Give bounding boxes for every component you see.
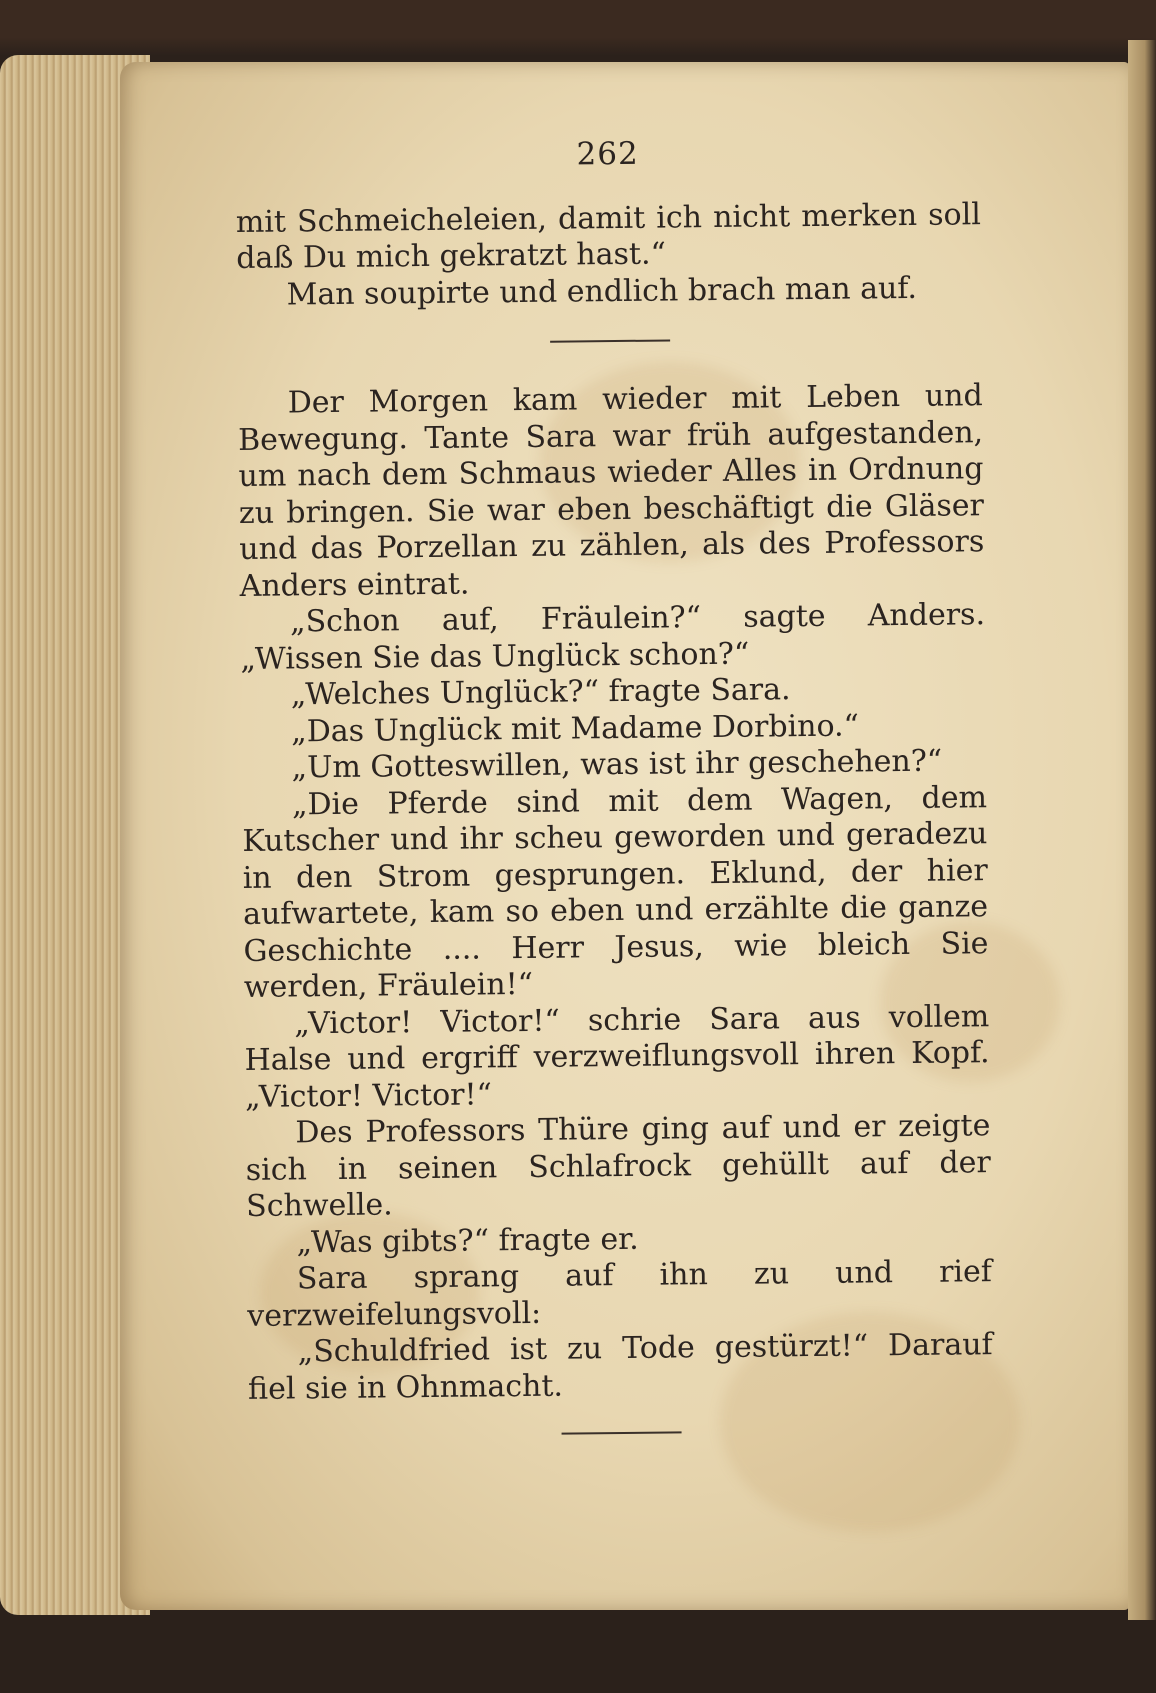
page-number: 262 [576,135,639,173]
paragraph: „Die Pferde sind mit dem Wagen, dem Kutscher und ihr scheu geworden und geradezu in den Strom gesprungen. Eklund, der hier aufwartete, kam so eben und erzählte die ganze Geschichte .... Herr Jesus, wie bleich Sie werden, Fräulein!“ [242,779,989,1005]
paragraph: „Um Gotteswillen, was ist ihr geschehen?“ [291,743,943,786]
section-divider [550,339,670,342]
paragraph: Der Morgen kam wieder mit Leben und Bewegung. Tante Sara war früh aufgestanden, um nach dem Schmaus wieder Alles in Ordnung zu bringen. Sie war eben beschäftigt die Gläser und das Porzellan zu zählen, als des Professors Anders eintrat. [237,378,985,604]
paragraph: „Schuldfried ist zu Tode gestürzt!“ Darauf fiel sie in Ohnmacht. [247,1327,993,1407]
paragraph: „Das Unglück mit Madame Dorbino.“ [291,708,860,749]
paragraph: mit Schmeicheleien, damit ich nicht merken soll daß Du mich gekratzt hast.“ [235,196,982,276]
paragraph: „Was gibts?“ fragte er. [296,1221,639,1260]
binding-edge [1128,40,1156,1620]
paragraph: „Victor! Victor!“ schrie Sara aus vollem Halse und ergriff verzweiflungsvoll ihren Kopf. „Victor! Victor!“ [244,998,990,1115]
paragraph: „Schon auf, Fräulein?“ sagte Anders. „Wissen Sie das Unglück schon?“ [240,597,986,677]
paragraph: Des Professors Thüre ging auf und er zeigte sich in seinen Schlafrock gehüllt auf der Schwelle. [245,1108,991,1224]
page-text [235,132,994,1478]
end-divider [561,1431,681,1434]
text-block-before [236,197,982,314]
paragraph: Man soupirte und endlich brach man auf. [286,270,918,312]
paragraph: Sara sprang auf ihn zu und rief verzweifelungsvoll: [247,1254,993,1334]
text-block-after [238,378,994,1408]
paragraph: „Welches Unglück?“ fragte Sara. [290,672,791,713]
